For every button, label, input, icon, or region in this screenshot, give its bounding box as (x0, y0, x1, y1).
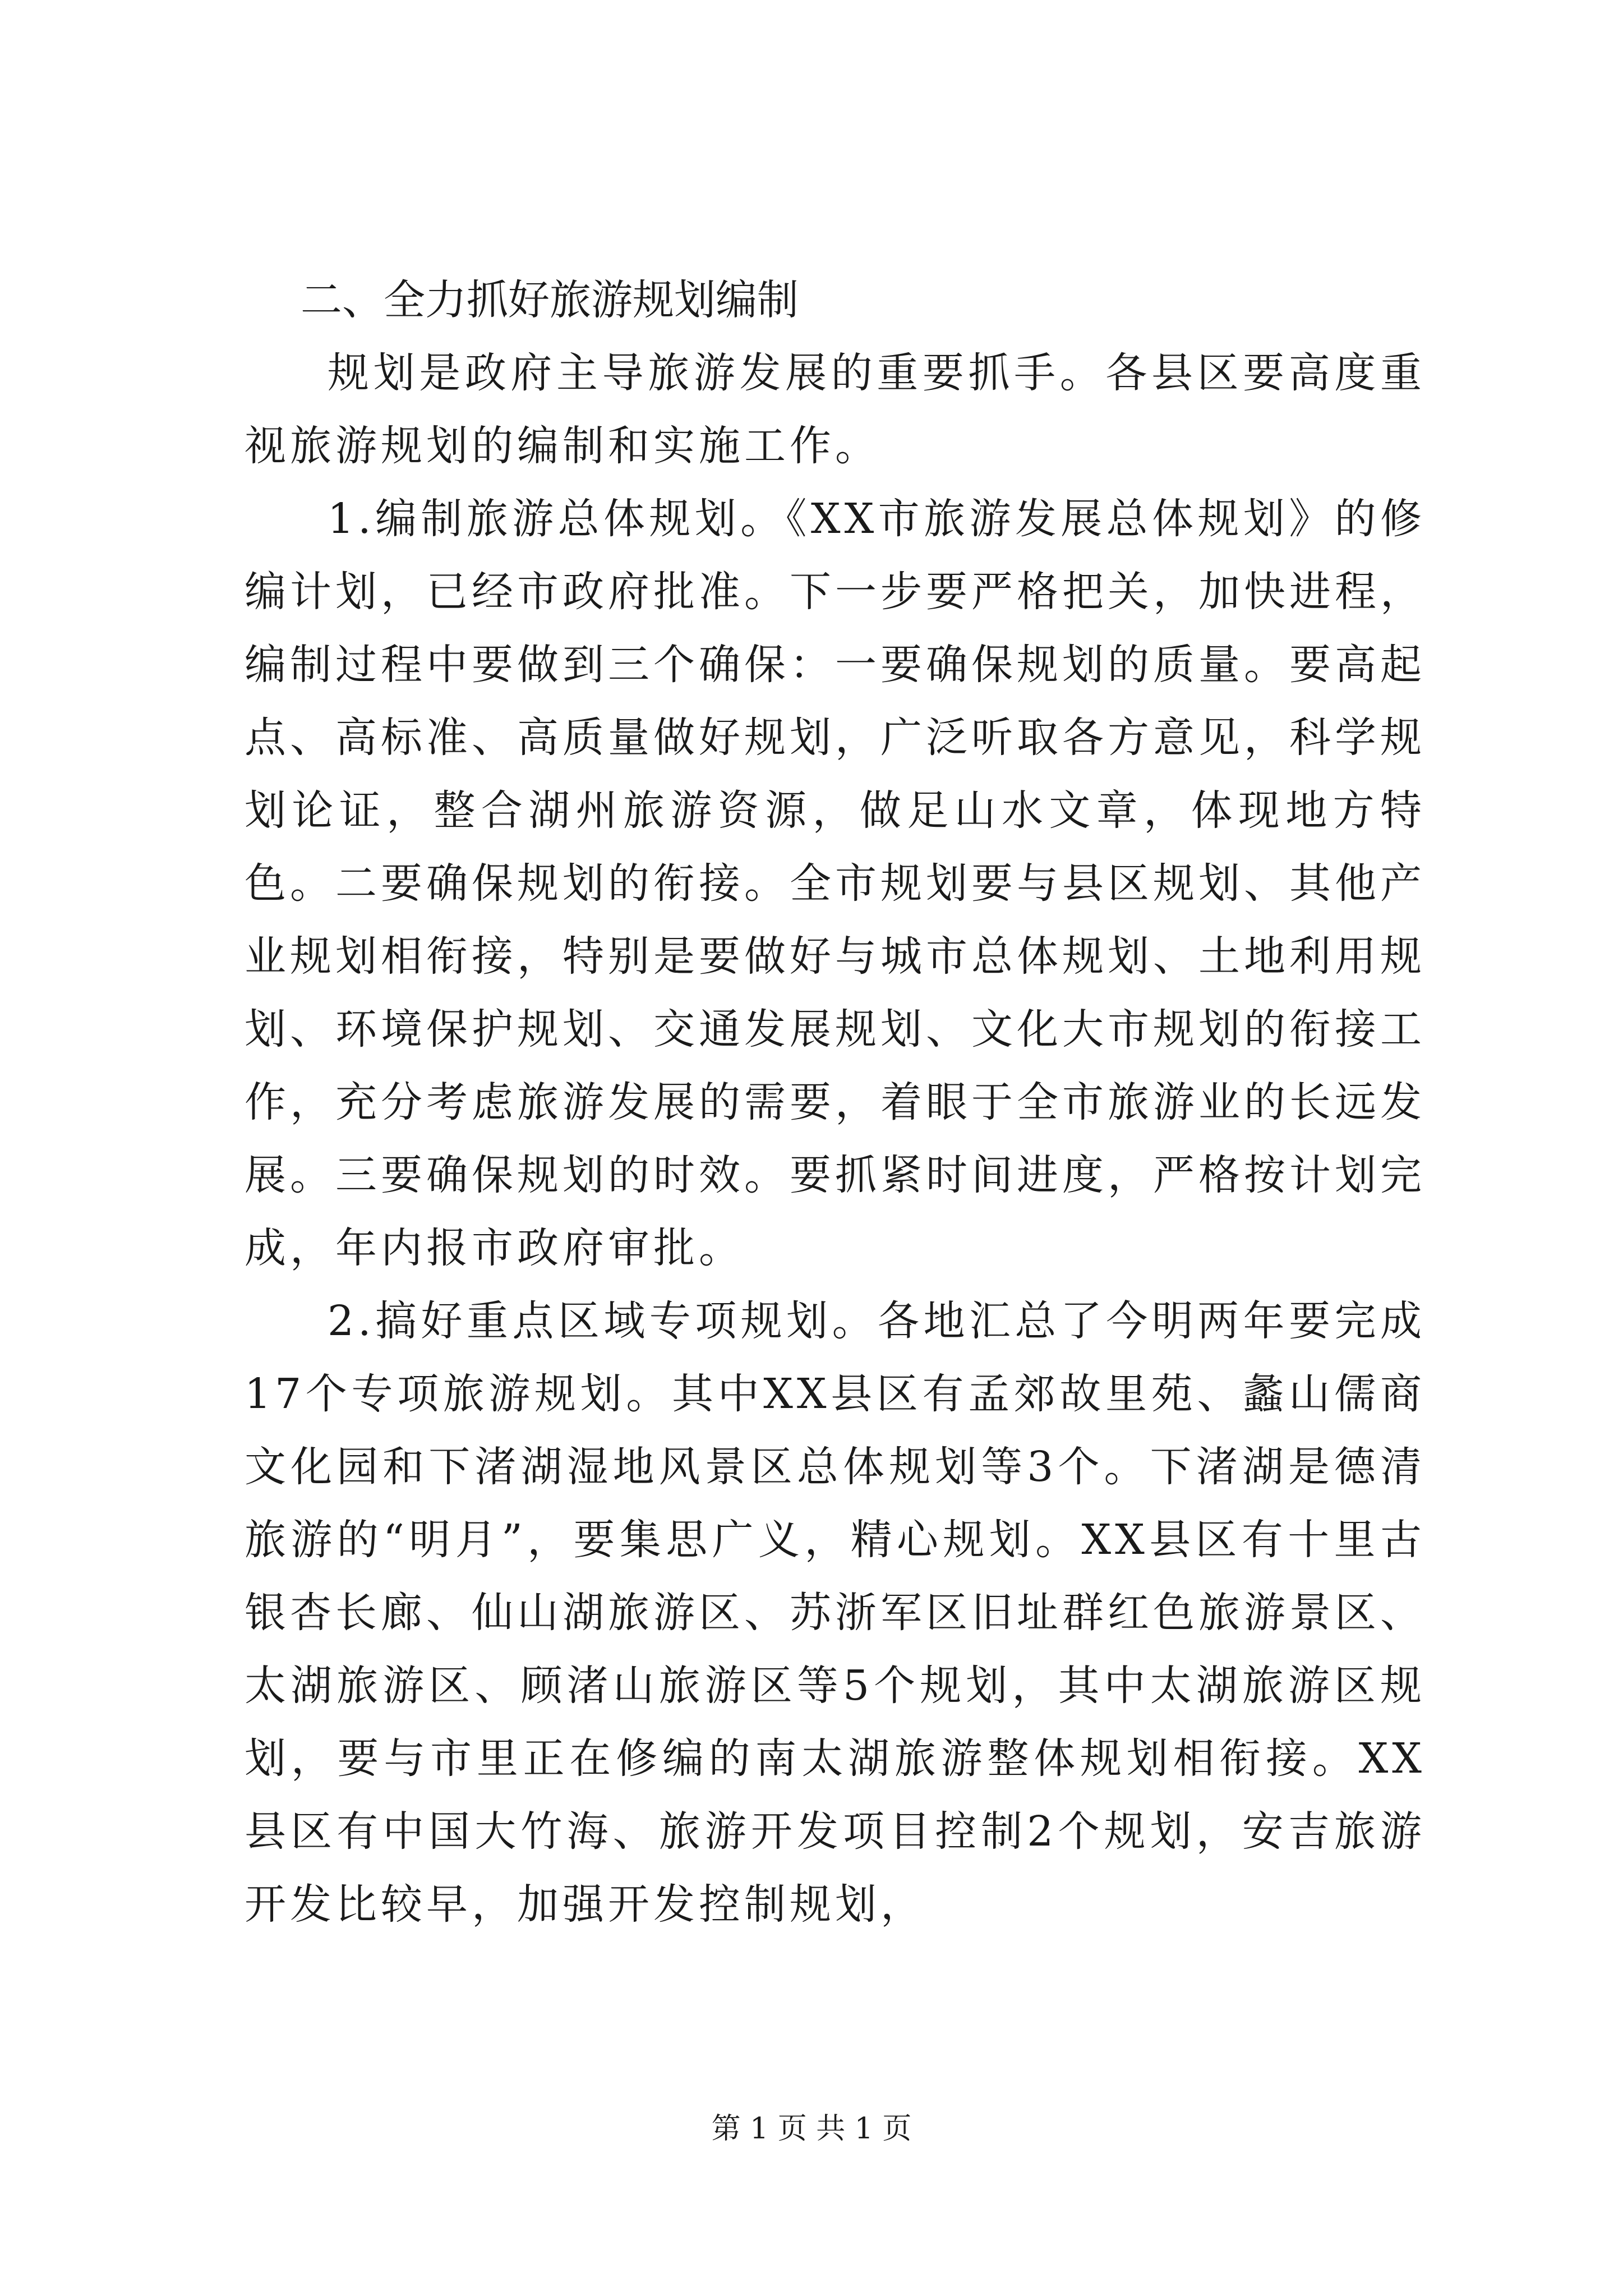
intro-paragraph: 规划是政府主导旅游发展的重要抓手。各县区要高度重视旅游规划的编制和实施工作。 (245, 349, 1426, 470)
paragraph-overall-plan: 1.编制旅游总体规划。《XX市旅游发展总体规划》的修编计划，已经市政府批准。下一步要严格把关，加快进程，编制过程中要做到三个确保：一要确保规划的质量。要高起点、高标准、高质量做好规划，广泛听取各方意见，科学规划论证，整合湖州旅游资源，做足山水文章，体现地方特色。二要确保规划的衔接。全市规划要与县区规划、其他产业规划相衔接，特别是要做好与城市总体规划、土地利用规划、环境保护规划、交通发展规划、文化大市规划的衔接工作，充分考虑旅游发展的需要，着眼于全市旅游业的长远发展。三要确保规划的时效。要抓紧时间进度，严格按计划完成，年内报市政府审批。 (245, 495, 1426, 1272)
section-heading: 二、全力抓好旅游规划编制 (301, 276, 799, 324)
page-footer: 第 1 页 共 1 页 (711, 2112, 912, 2146)
paragraph-special-plans: 2.搞好重点区域专项规划。各地汇总了今明两年要完成17个专项旅游规划。其中XX县区有孟郊故里苑、蠡山儒商文化园和下渚湖湿地风景区总体规划等3个。下渚湖是德清旅游的“明月”，要集思广义，精心规划。XX县区有十里古银杏长廊、仙山湖旅游区、苏浙军区旧址群红色旅游景区、太湖旅游区、顾渚山旅游区等5个规划，其中太湖旅游区规划，要与市里正在修编的南太湖旅游整体规划相衔接。XX县区有中国大竹海、旅游开发项目控制2个规划，安吉旅游开发比较早，加强开发控制规划， (245, 1297, 1426, 1929)
document-body (245, 264, 1426, 1941)
